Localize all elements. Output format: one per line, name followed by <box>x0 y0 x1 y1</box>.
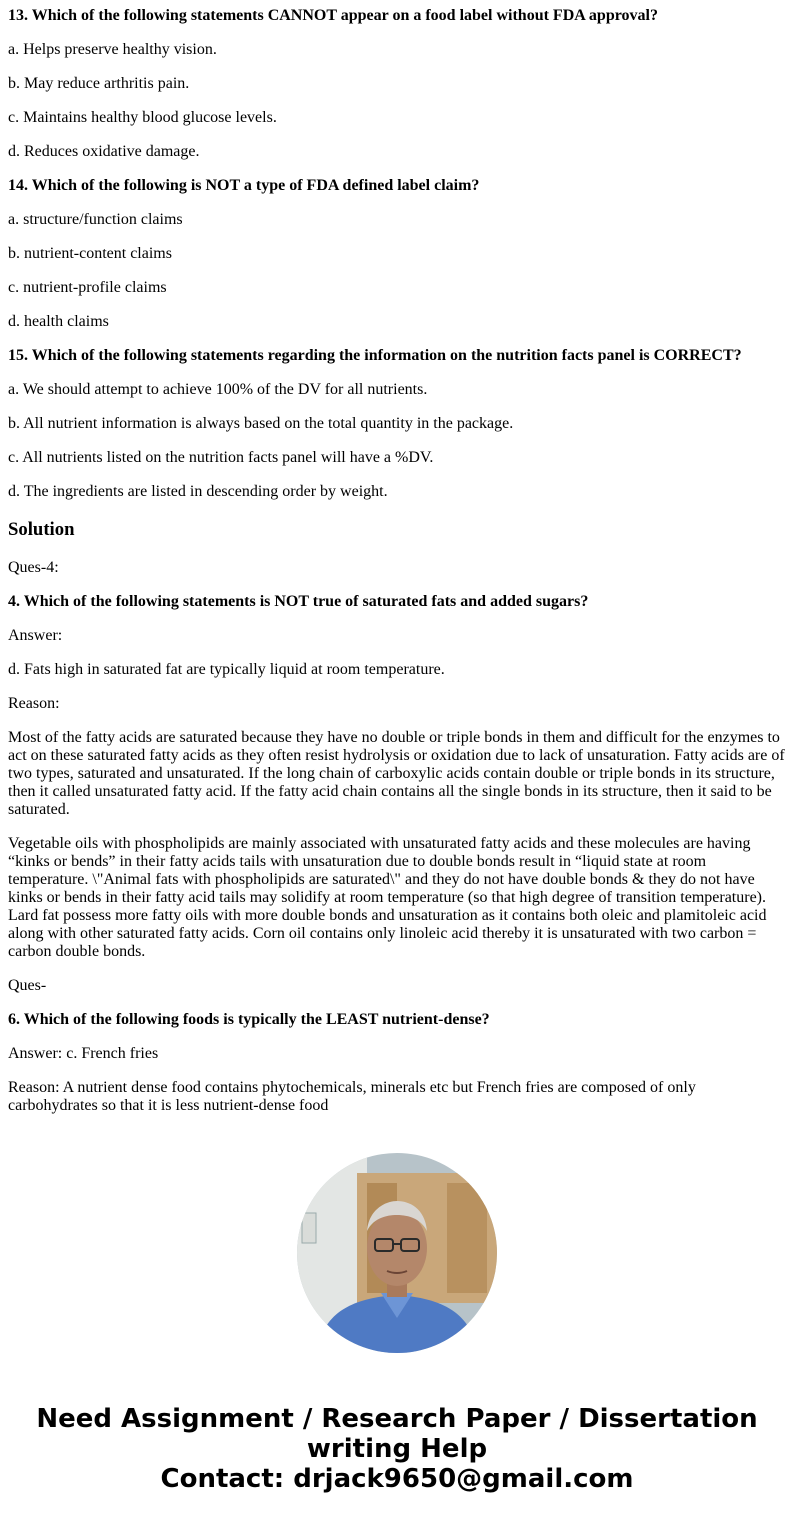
reason-paragraph-2: Vegetable oils with phospholipids are mainly associated with unsaturated fatty acids and these molecules are having “kinks or bends” in their fatty acids tails with unsaturation due to double bonds result in “liquid state at room temperature. \"Animal fats with phospholipids are saturated\" and they do not have double bonds & they do not have kinks or bends in their fatty acid tails may solidify at room temperature (so that high degree of transition temperature). Lard fat possess more fatty oils with more double bonds and unsaturation as it contains both oleic and plamitoleic acid along with other saturated fatty acids. Corn oil contains only linoleic acid thereby it is unsaturated with two carbon = carbon double bonds. <box>8 835 767 960</box>
option-15d: d. The ingredients are listed in descending order by weight. <box>8 483 388 500</box>
document-content <box>8 0 786 1131</box>
option-13d: d. Reduces oxidative damage. <box>8 143 200 160</box>
option-14c: c. nutrient-profile claims <box>8 279 167 296</box>
option-13a: a. Helps preserve healthy vision. <box>8 41 217 58</box>
ques-4-label: Ques-4: <box>8 559 59 576</box>
footer-contact: Contact: drjack9650@gmail.com <box>160 1464 634 1494</box>
footer-banner <box>0 1404 794 1494</box>
option-14a: a. structure/function claims <box>8 211 183 228</box>
option-13b: b. May reduce arthritis pain. <box>8 75 190 92</box>
question-15: 15. Which of the following statements regarding the information on the nutrition facts panel is CORRECT? <box>8 347 742 364</box>
footer-line-2: writing Help <box>306 1434 488 1464</box>
answer-label: Answer: <box>8 627 63 644</box>
reason-label: Reason: <box>8 695 60 712</box>
option-15b: b. All nutrient information is always based on the total quantity in the package. <box>8 415 514 432</box>
question-14: 14. Which of the following is NOT a type of FDA defined label claim? <box>8 177 480 194</box>
answer-4: d. Fats high in saturated fat are typically liquid at room temperature. <box>8 661 445 678</box>
reason-6: Reason: A nutrient dense food contains phytochemicals, minerals etc but French fries are composed of only carbohydrates so that it is less nutrient-dense food <box>8 1079 696 1114</box>
ques-6-label: Ques- <box>8 977 47 994</box>
option-13c: c. Maintains healthy blood glucose levels. <box>8 109 277 126</box>
question-13: 13. Which of the following statements CANNOT appear on a food label without FDA approval? <box>8 7 658 24</box>
option-14d: d. health claims <box>8 313 109 330</box>
author-photo-icon <box>297 1153 497 1353</box>
option-14b: b. nutrient-content claims <box>8 245 172 262</box>
question-4: 4. Which of the following statements is NOT true of saturated fats and added sugars? <box>8 593 589 610</box>
reason-paragraph-1: Most of the fatty acids are saturated because they have no double or triple bonds in them and difficult for the enzymes to act on these saturated fatty acids as they often resist hydrolysis or oxidation due to lack of unsaturation. Fatty acids are of two types, saturated and unsaturated. If the long chain of carboxylic acids contain double or triple bonds in its structure, then it called unsaturated fatty acid. If the fatty acid chain contains all the single bonds in its structure, then it said to be saturated. <box>8 729 785 818</box>
question-6: 6. Which of the following foods is typically the LEAST nutrient-dense? <box>8 1011 490 1028</box>
author-photo <box>297 1153 497 1353</box>
option-15a: a. We should attempt to achieve 100% of the DV for all nutrients. <box>8 381 428 398</box>
solution-heading: Solution <box>8 519 75 540</box>
option-15c: c. All nutrients listed on the nutrition facts panel will have a %DV. <box>8 449 434 466</box>
answer-6: Answer: c. French fries <box>8 1045 159 1062</box>
footer-line-1: Need Assignment / Research Paper / Dissertation <box>36 1404 758 1434</box>
